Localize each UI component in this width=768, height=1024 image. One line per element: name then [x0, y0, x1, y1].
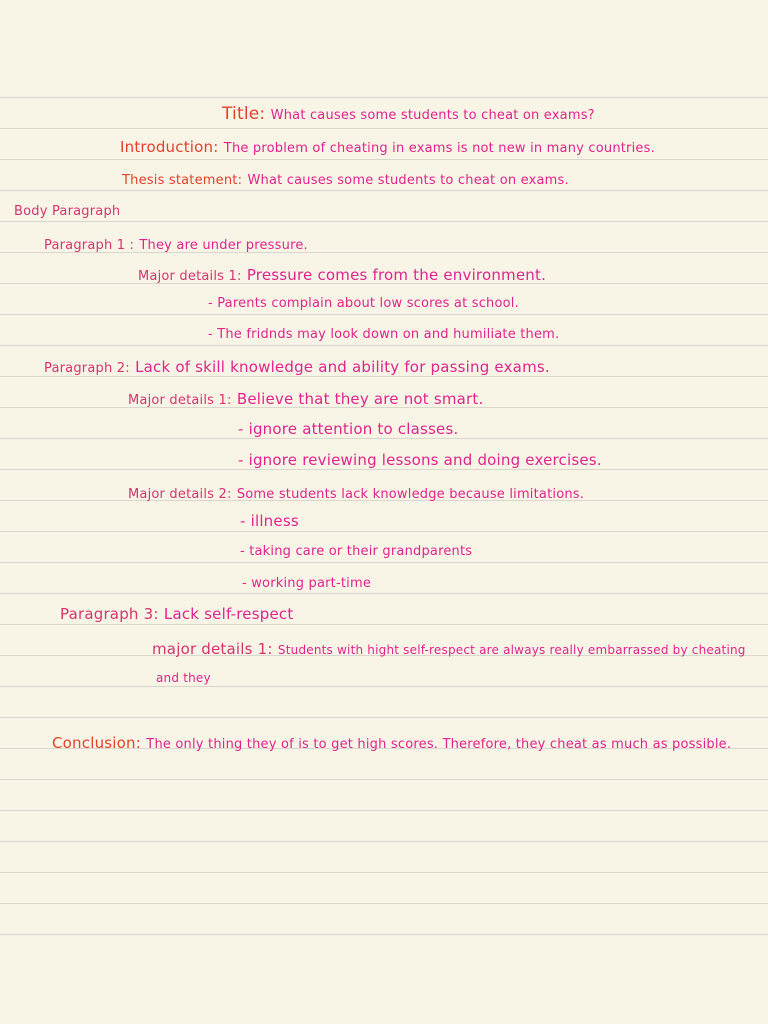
ruled-line [0, 779, 768, 780]
ruled-line [0, 810, 768, 811]
ruled-line [0, 97, 768, 98]
ruled-line [0, 841, 768, 842]
ruled-line [0, 128, 768, 129]
paragraph1-major1-text: Pressure comes from the environment. [246, 266, 547, 284]
title-label: Title: [222, 104, 266, 124]
body-paragraph-heading: Body Paragraph [14, 204, 121, 219]
ruled-line [0, 159, 768, 160]
paragraph3-major1-line [152, 639, 746, 658]
paragraph3-major1-continuation: and they [156, 671, 211, 685]
paragraph2-major2-text: Some students lack knowledge because limitations. [236, 487, 585, 502]
ruled-line [0, 531, 768, 532]
ruled-line [0, 624, 768, 625]
paragraph3-line [60, 604, 293, 623]
paragraph2-major1-line [128, 389, 483, 408]
ruled-line [0, 438, 768, 439]
paragraph3-major1-text: Students with hight self-respect are always really embarrassed by cheating [277, 643, 746, 657]
paragraph1-text: They are under pressure. [139, 238, 308, 253]
ruled-line [0, 221, 768, 222]
thesis-line [122, 169, 569, 188]
paragraph1-line [44, 234, 308, 253]
conclusion-text: The only thing they of is to get high scores. Therefore, they cheat as much as possible. [146, 737, 732, 752]
paragraph3-major1-label: major details 1: [152, 640, 273, 658]
ruled-line [0, 469, 768, 470]
paragraph2-text: Lack of skill knowledge and ability for passing exams. [135, 358, 550, 376]
introduction-label: Introduction: [120, 138, 219, 156]
paragraph1-minor-item: - The fridnds may look down on and humiliate them. [208, 327, 560, 342]
paragraph2-minor-item: - ignore reviewing lessons and doing exercises. [238, 451, 602, 469]
paragraph2-major2-line [128, 483, 584, 502]
paragraph2-major1-text: Believe that they are not smart. [236, 390, 484, 408]
ruled-line [0, 717, 768, 718]
ruled-line [0, 190, 768, 191]
ruled-line [0, 345, 768, 346]
paragraph3-text: Lack self-respect [163, 605, 294, 623]
title-text: What causes some students to cheat on exams? [270, 108, 595, 123]
paragraph1-minor-item: - Parents complain about low scores at school. [208, 296, 519, 311]
paragraph1-label: Paragraph 1 : [44, 238, 135, 253]
conclusion-label: Conclusion: [52, 734, 141, 752]
paragraph2-minor-item: - working part-time [242, 576, 372, 591]
ruled-line [0, 376, 768, 377]
paragraph2-label: Paragraph 2: [44, 361, 130, 376]
paragraph2-minor-item: - illness [240, 512, 299, 530]
ruled-line [0, 562, 768, 563]
ruled-line [0, 903, 768, 904]
paragraph2-line [44, 357, 550, 376]
ruled-line [0, 686, 768, 687]
paragraph2-major2-label: Major details 2: [128, 487, 232, 502]
paragraph2-minor-item: - ignore attention to classes. [238, 420, 459, 438]
thesis-label: Thesis statement: [122, 173, 243, 188]
ruled-line [0, 593, 768, 594]
paragraph1-major1-line [138, 265, 546, 284]
title-line [222, 104, 595, 124]
paragraph3-label: Paragraph 3: [60, 605, 159, 623]
paragraph1-major1-label: Major details 1: [138, 269, 242, 284]
paragraph2-major1-label: Major details 1: [128, 393, 232, 408]
thesis-text: What causes some students to cheat on exams. [247, 173, 569, 188]
ruled-line [0, 934, 768, 935]
conclusion-line [52, 733, 731, 752]
ruled-line [0, 872, 768, 873]
introduction-text: The problem of cheating in exams is not new in many countries. [223, 141, 655, 156]
introduction-line [120, 137, 655, 156]
ruled-line [0, 314, 768, 315]
paragraph2-minor-item: - taking care or their grandparents [240, 544, 473, 559]
